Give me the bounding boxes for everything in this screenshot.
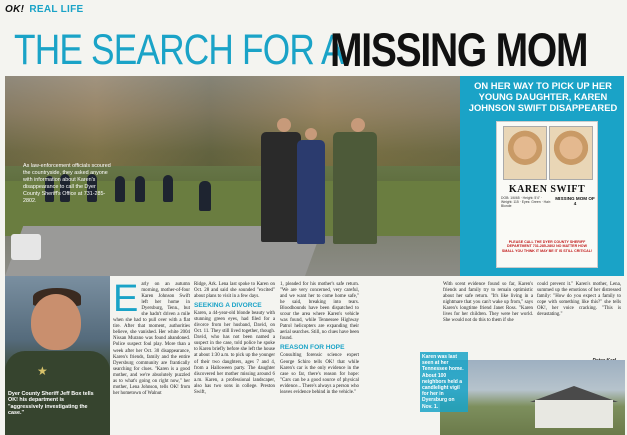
article-text: 1, pleaded for his mother's safe return. "We are very concerned, very careful, and we want her to come home safe," he said, breaking into tears. Bloodhounds have been dispatched to scour the area where Karen's vehicle was found, while Tennessee Highway Patrol helicopters are expanding their aerial searches. Still, no clues have been found.: [280, 282, 359, 342]
poster-missing-label: MISSING MOM OF 4: [555, 196, 595, 207]
officer-head: [351, 118, 365, 132]
searcher: [115, 176, 125, 202]
sheriff-caption: Dyer County Sheriff Jeff Box tells OK! his department is "aggressively investigating the case.": [8, 391, 94, 417]
searcher: [163, 175, 173, 202]
section-brand: [5, 4, 84, 15]
officer-left: [261, 132, 301, 242]
subhead: SEEKING A DIVORCE: [194, 302, 262, 310]
officer-middle: [297, 140, 325, 244]
headline-part-2: MISSING MOM: [330, 23, 588, 76]
sidebar-headline: ON HER WAY TO PICK UP HER YOUNG DAUGHTER, KAREN JOHNSON SWIFT DISAPPEARED: [468, 80, 618, 113]
officer-right: [333, 132, 377, 244]
article-text: Ridge, Ark. Lena last spoke to Karen on Oct. 28 and said she sounded "excited" about plans to visit in a few days.: [194, 282, 275, 300]
article-text: arly on an autumn morning, mother-of-four Karen Johnson Swift left her home in Dyersburg, Tenn., but she hadn't driven a mile when she had to pull over with a flat tire. After that moment, authorities believe, she vanished. Her white 2004 Nissan Murano was found abandoned. Police suspect foul play. More than a week after her Oct. 30 disappearance, Karen's friends, family and the entire Dyersburg community are frantically searching for clues. "Karen is a good mother, and we're absolutely puzzled as to what's going on right now," her mother, Lena Johnson, tells OK! from her hometown of Walnut: [113, 282, 190, 396]
article-text: Consulting forensic science expert George Schiro tells OK! that while Karen's car is the only evidence in the case so far, there's reason for hope: "Cars can be a good source of physical evidence... There's always a person who leaves evidence behind in the vehicle.": [280, 353, 359, 395]
subhead: REASON FOR HOPE: [280, 344, 345, 352]
search-photo-caption: As law-enforcement officials scoured the countryside, they asked anyone with information about Karen's disappearance to call the Dyer County Sheriff's Office at 731-285-2802.: [23, 163, 111, 204]
article-column-2: [194, 282, 275, 396]
article-column-4: [443, 282, 533, 324]
poster-contact: PLEASE CALL THE DYER COUNTY SHERIFF DEPARTMENT 731-285-2802 NO MATTER HOW SMALL YOU THINK IT MAY BE IT IS STILL CRITICAL!: [501, 240, 593, 253]
house-body: [535, 400, 613, 428]
poster-details: DOB: 1/6/65 · Height: 5'4" · Weight: 115 · Eyes: Green · Hair: Blonde: [501, 196, 551, 208]
section-label: REAL LIFE: [29, 4, 84, 15]
poster-name: KAREN SWIFT: [508, 184, 586, 195]
officer-head: [305, 128, 317, 140]
article-text: Karen, a 44-year-old blonde beauty with stunning green eyes, had filed for a divorce from her husband, David, on Oct. 11. They still lived together, though. David, who has not been named a suspect in the case, told police he spoke to Karen briefly before she left the house at about 1:30 a.m. to pick up the younger of their two daughters, ages 7 and 4, from a Halloween party. The daughter discovered her mother missing around 6 a.m. Karen, a professional landscaper, also has two sons in college. Preston Swift,: [194, 311, 275, 395]
parked-car: [11, 234, 41, 260]
search-party-photo: [5, 76, 460, 276]
house-caption: Karen was last seen at her Tennessee home. About 100 neighbors held a candlelight vigil for her in Dyersburg on Nov. 1.: [420, 352, 468, 412]
headline-part-1: THE SEARCH FOR A: [14, 26, 344, 74]
article-text: could prevent it." Karen's mother, Lena, summed up the emotions of her distressed family: "How do you expect a family to cope with something like this?" she tells OK!, her voice cracking. "This is devastating.": [537, 282, 621, 318]
brand-logo: OK!: [5, 4, 25, 15]
article-text: With scent evidence found so far, Karen's friends and family try to remain optimistic about her safe return. "It's like living in a nightmare that you can't wake up from," says Karen's longtime friend Janet Ross. "Karen lives for her children. They were her world. She would not do this to them if she: [443, 282, 533, 324]
missing-poster: [496, 121, 598, 268]
drop-cap: E: [113, 278, 139, 320]
article-column-3: [280, 282, 359, 396]
karen-photo-1: [503, 126, 547, 180]
officer-head: [277, 118, 291, 132]
sheriff-head: [31, 294, 81, 350]
badge-star-icon: ★: [37, 364, 48, 378]
article-column-5: [537, 282, 621, 318]
tree-line: [5, 76, 460, 166]
searcher: [135, 176, 145, 202]
searcher: [199, 181, 211, 211]
karen-photo-2: [549, 126, 593, 180]
article-column-1: [113, 278, 190, 397]
